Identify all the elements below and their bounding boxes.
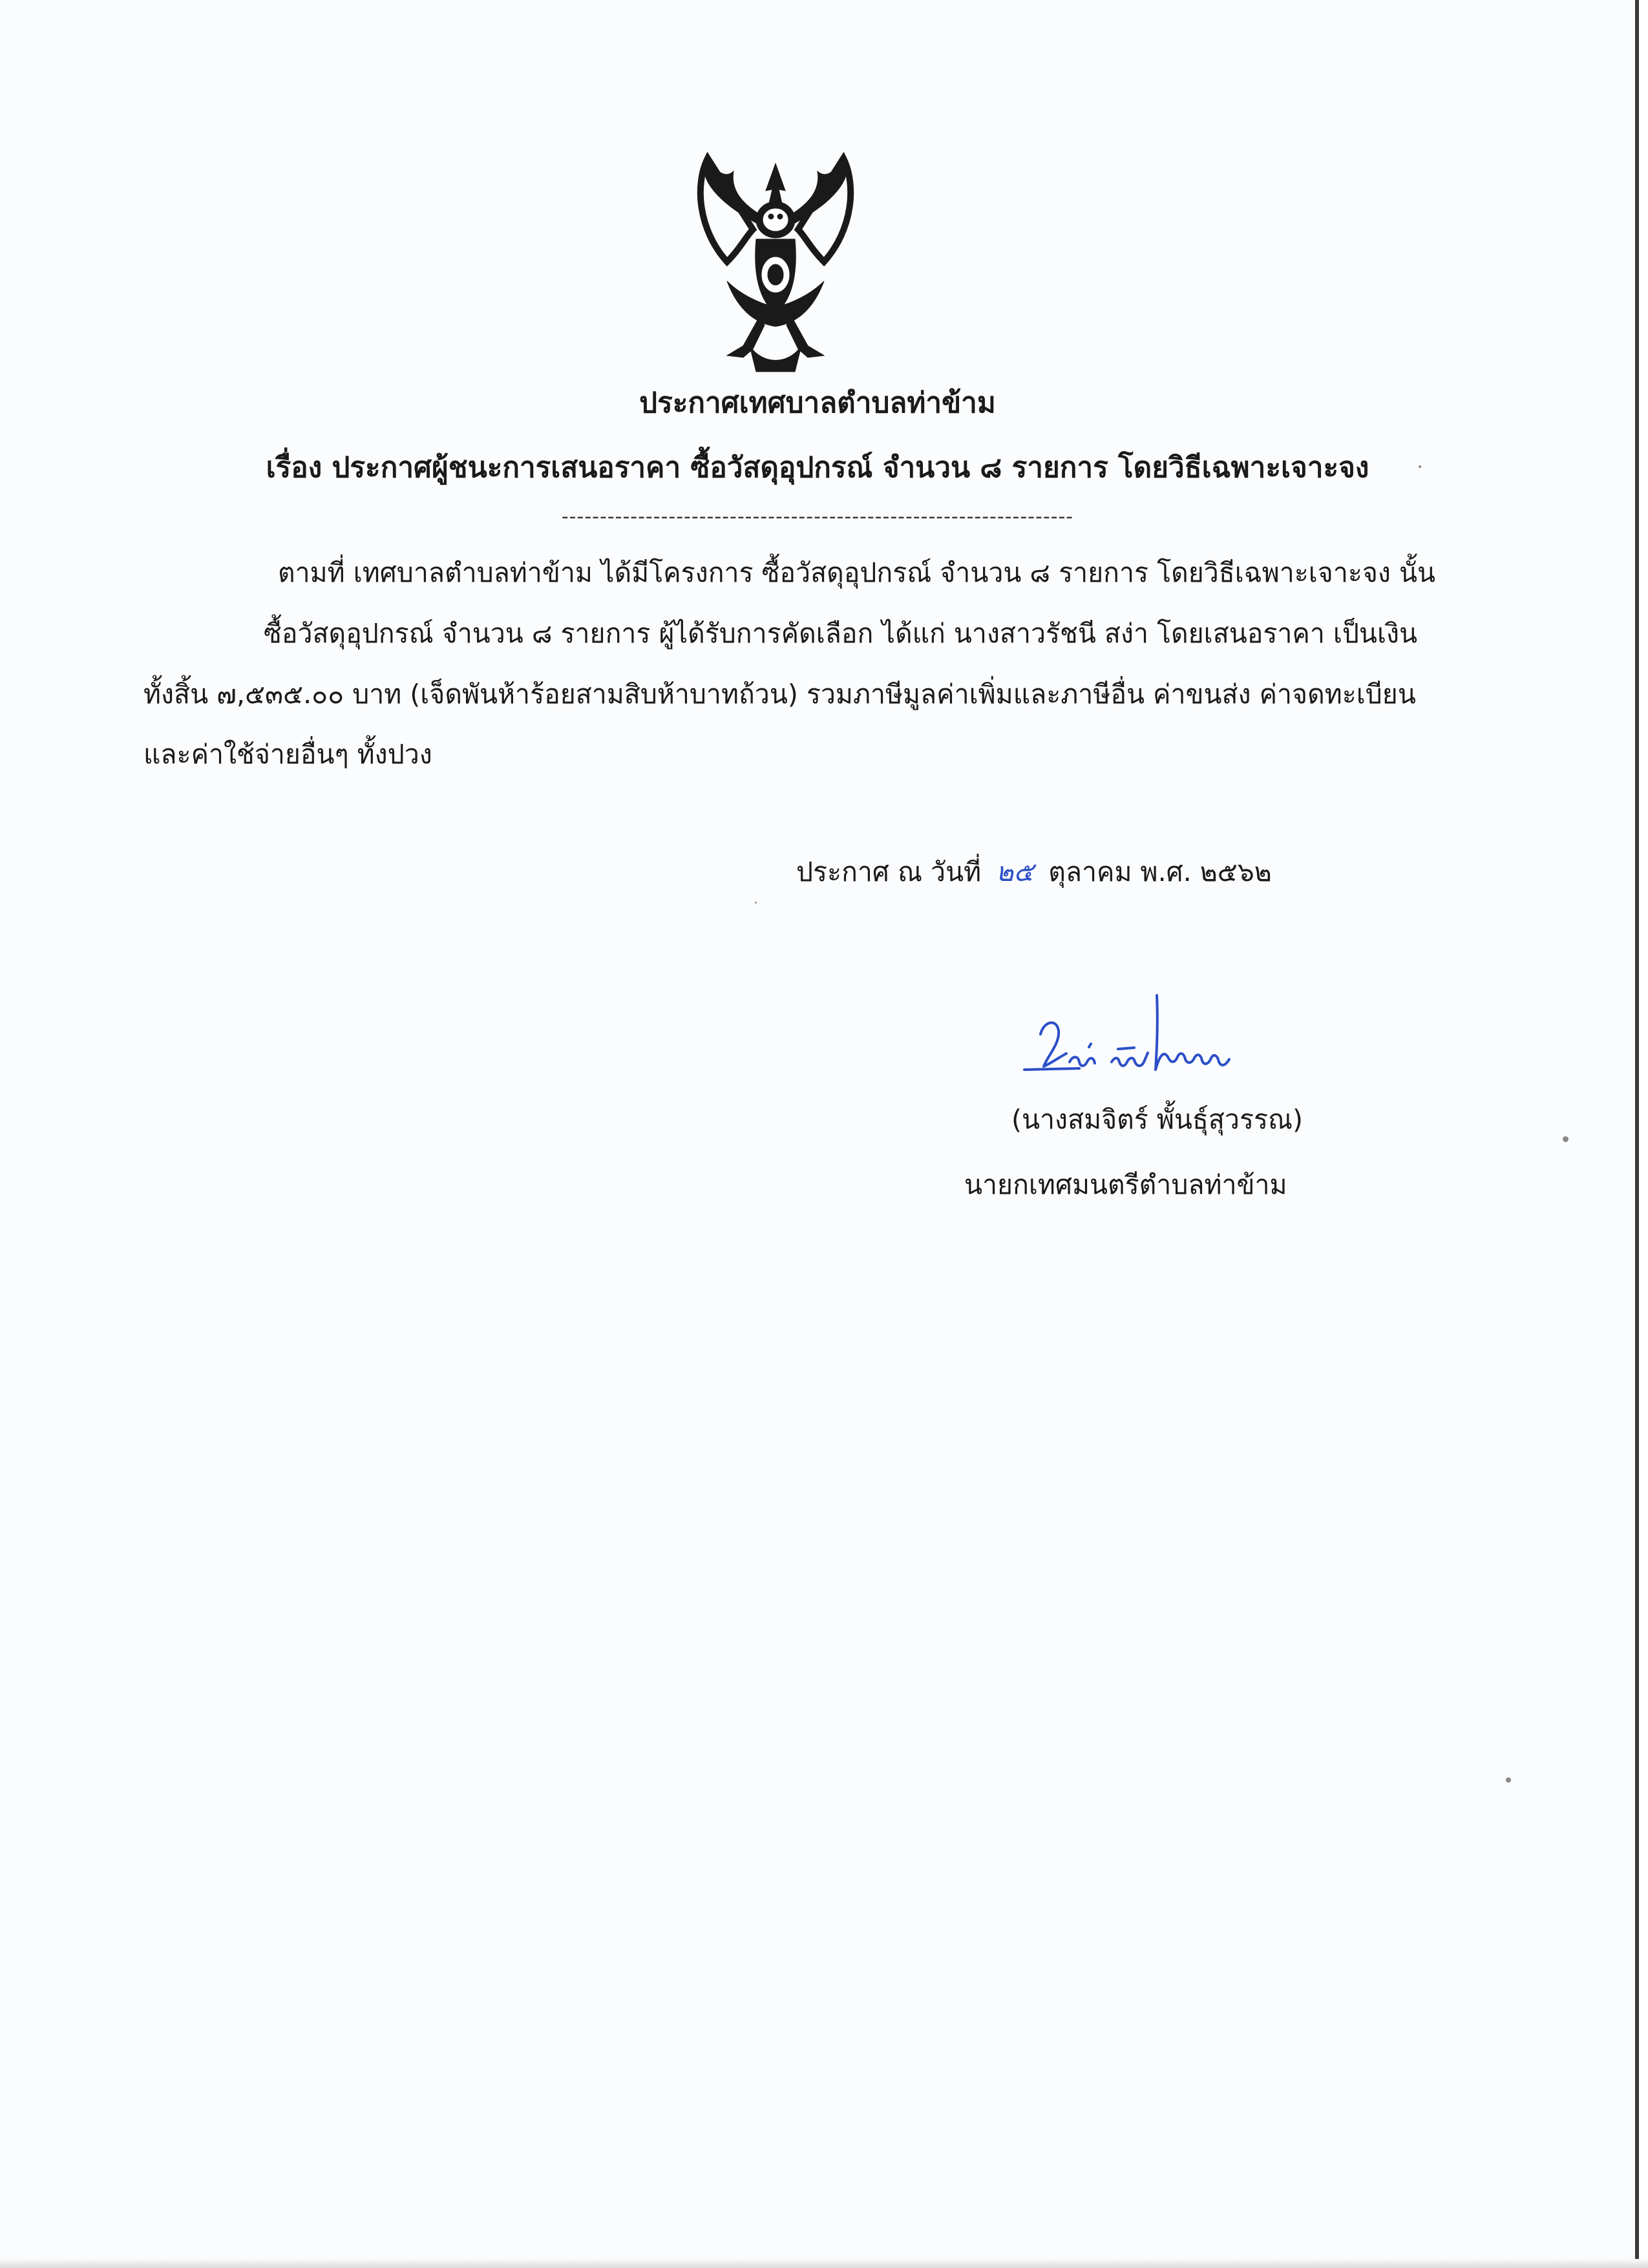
date-prefix: ประกาศ ณ วันที่ [796,856,982,887]
divider-line: ------------------------------------------------------------------- [561,505,1074,528]
date-month-year: ตุลาคม พ.ศ. ๒๕๖๒ [1048,856,1272,887]
body-paragraph-line-4: และค่าใช้จ่ายอื่นๆ ทั้งปวง [143,739,432,770]
date-day: ๒๕ [996,856,1034,887]
signer-name: (นางสมจิตร์ พั้นธุ์สุวรรณ) [1011,1104,1304,1135]
signer-position: นายกเทศมนตรีตำบลท่าข้าม [964,1169,1287,1200]
scan-speck [1506,1777,1511,1783]
garuda-emblem-icon [682,152,869,375]
body-paragraph-line-2: ซื้อวัสดุอุปกรณ์ จำนวน ๘ รายการ ผู้ได้รับการคัดเลือก ได้แก่ นางสาวรัชนี สง่า โดยเสนอราคา เป็นเงิน [264,618,1418,649]
body-paragraph-line-1: ตามที่ เทศบาลตำบลท่าข้าม ได้มีโครงการ ซื้อวัสดุอุปกรณ์ จำนวน ๘ รายการ โดยวิธีเฉพาะเจาะจง นั้น [278,557,1436,588]
handwritten-signature [1021,986,1241,1096]
scan-edge [0,2259,1648,2268]
announcement-date [796,851,1272,893]
scan-speck [1419,465,1421,468]
body-paragraph-line-3: ทั้งสิ้น ๗,๕๓๕.๐๐ บาท (เจ็ดพันห้าร้อยสามสิบห้าบาทถ้วน) รวมภาษีมูลค่าเพิ่มและภาษีอื่น ค่าขนส่ง ค่าจดทะเบียน [143,679,1416,710]
scan-speck [755,902,757,904]
scan-speck [1563,1136,1569,1142]
document-subject: เรื่อง ประกาศผู้ชนะการเสนอราคา ซื้อวัสดุอุปกรณ์ จำนวน ๘ รายการ โดยวิธีเฉพาะเจาะจง [266,451,1369,484]
document-title: ประกาศเทศบาลตำบลท่าข้าม [639,387,996,419]
